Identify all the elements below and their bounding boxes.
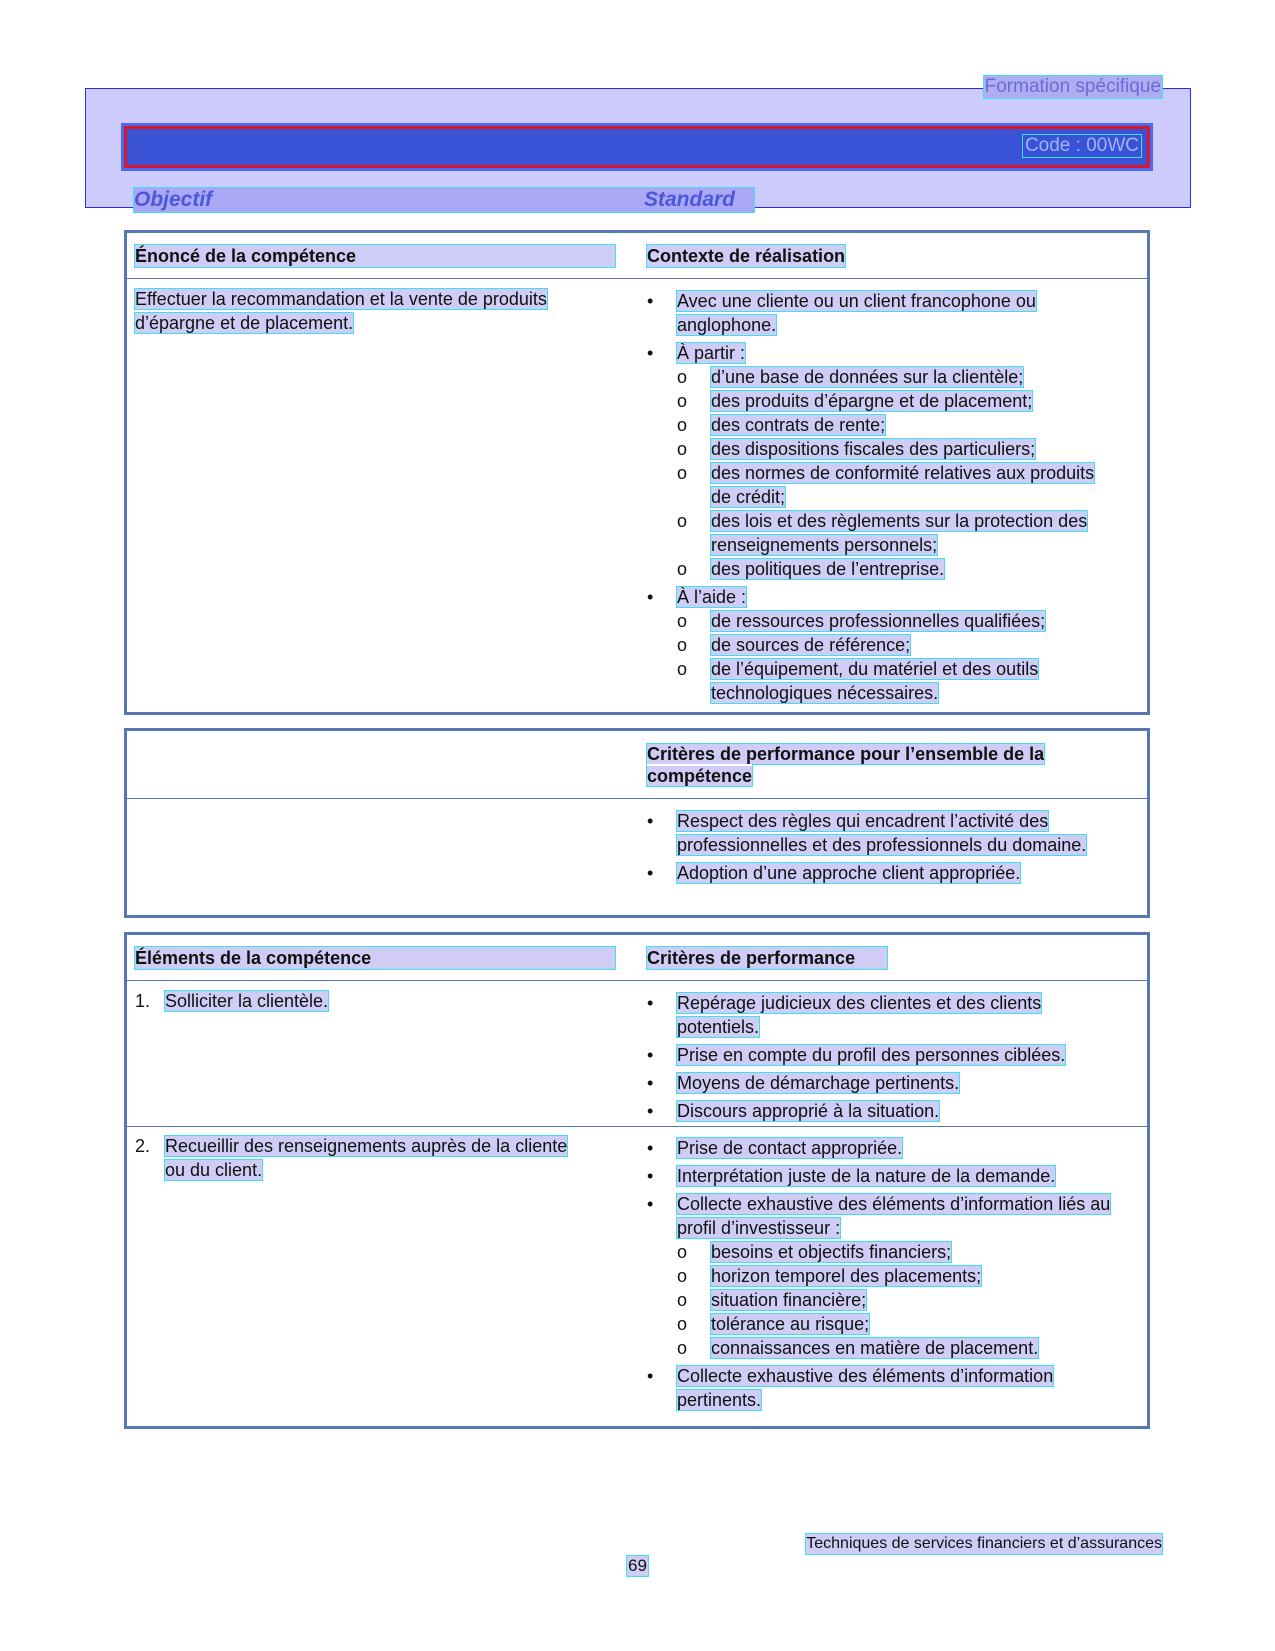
sub-item bbox=[677, 1312, 1117, 1336]
element-row bbox=[127, 1126, 1147, 1426]
element-number: 2. bbox=[135, 1136, 151, 1156]
sub-item-text: horizon temporel des placements; bbox=[711, 1266, 982, 1286]
bullet-icon bbox=[647, 809, 659, 833]
section-title: Formation spécifique bbox=[984, 76, 1161, 97]
competency-code: Code : 00WC bbox=[1024, 135, 1139, 156]
criterion-item bbox=[647, 1364, 1117, 1412]
criterion-text: Respect des règles qui encadrent l’activité des professionnelles et des professionnels du domaine. bbox=[677, 811, 1087, 855]
sub-item-text: d’une base de données sur la clientèle; bbox=[711, 367, 1024, 387]
sub-item-text: des contrats de rente; bbox=[711, 415, 886, 435]
circle-bullet-icon bbox=[677, 609, 691, 633]
sub-item bbox=[677, 509, 1117, 557]
criterion-text: Interprétation juste de la nature de la demande. bbox=[677, 1166, 1056, 1186]
sub-item-text: de l’équipement, du matériel et des outils technologiques nécessaires. bbox=[711, 659, 1039, 703]
criterion-item bbox=[647, 1136, 1117, 1160]
sub-item-text: des politiques de l’entreprise. bbox=[711, 559, 945, 579]
element-number: 1. bbox=[135, 991, 151, 1011]
criterion-text: Avec une cliente ou un client francophone ou anglophone. bbox=[677, 291, 1036, 335]
sub-item-text: situation financière; bbox=[711, 1290, 867, 1310]
circle-bullet-icon bbox=[677, 657, 691, 681]
sub-item bbox=[677, 461, 1117, 509]
bullet-icon bbox=[647, 1364, 659, 1388]
criterion-text: Prise de contact appropriée. bbox=[677, 1138, 903, 1158]
criterion-item bbox=[647, 341, 1117, 581]
sub-item bbox=[677, 1336, 1117, 1360]
circle-bullet-icon bbox=[677, 389, 691, 413]
element-label-text: Solliciter la clientèle. bbox=[165, 991, 329, 1011]
sub-item-text: des dispositions fiscales des particuliers; bbox=[711, 439, 1036, 459]
criterion-text: Repérage judicieux des clientes et des clients potentiels. bbox=[677, 993, 1042, 1037]
circle-bullet-icon bbox=[677, 437, 691, 461]
overall-criteria-heading-text: Critères de performance pour l’ensemble de la compétence bbox=[647, 744, 1045, 786]
bullet-icon bbox=[647, 341, 659, 365]
sub-item-text: connaissances en matière de placement. bbox=[711, 1338, 1039, 1358]
competency-statement bbox=[135, 287, 615, 335]
box-header bbox=[127, 935, 1147, 981]
element-label-text: Recueillir des renseignements auprès de la cliente ou du client. bbox=[165, 1136, 568, 1180]
sub-item bbox=[677, 1264, 1117, 1288]
performance-criteria-list bbox=[647, 991, 1117, 1127]
sub-item-text: des normes de conformité relatives aux produits de crédit; bbox=[711, 463, 1095, 507]
criterion-item bbox=[647, 585, 1117, 705]
elements-heading: Éléments de la compétence bbox=[135, 947, 615, 969]
criterion-text: Moyens de démarchage pertinents. bbox=[677, 1073, 960, 1093]
bullet-icon bbox=[647, 1164, 659, 1188]
sub-item-text: des produits d’épargne et de placement; bbox=[711, 391, 1033, 411]
element-label bbox=[135, 989, 575, 1013]
circle-bullet-icon bbox=[677, 1264, 691, 1288]
criterion-item bbox=[647, 1099, 1117, 1123]
standard-label: Standard bbox=[644, 188, 736, 211]
bullet-icon bbox=[647, 991, 659, 1015]
sub-item bbox=[677, 609, 1117, 633]
overall-criteria-list bbox=[647, 809, 1117, 889]
statement-heading: Énoncé de la compétence bbox=[135, 245, 615, 267]
sub-item-text: des lois et des règlements sur la protection des renseignements personnels; bbox=[711, 511, 1088, 555]
objective-label: Objectif bbox=[134, 188, 213, 211]
criterion-text: Collecte exhaustive des éléments d’information pertinents. bbox=[677, 1366, 1054, 1410]
sub-item-text: de sources de référence; bbox=[711, 635, 911, 655]
circle-bullet-icon bbox=[677, 1336, 691, 1360]
criterion-item bbox=[647, 1043, 1117, 1067]
row-divider bbox=[127, 1126, 1147, 1127]
criterion-text: Adoption d’une approche client appropriée. bbox=[677, 863, 1021, 883]
element-row bbox=[127, 981, 1147, 1126]
sub-list bbox=[677, 365, 1117, 581]
sub-list bbox=[677, 609, 1117, 705]
code-bar bbox=[124, 126, 1150, 168]
sub-item-text: besoins et objectifs financiers; bbox=[711, 1242, 952, 1262]
bullet-icon bbox=[647, 1192, 659, 1216]
competency-statement-box bbox=[124, 230, 1150, 715]
bullet-icon bbox=[647, 1043, 659, 1067]
criterion-text: Discours approprié à la situation. bbox=[677, 1101, 940, 1121]
elements-box bbox=[124, 932, 1150, 1429]
criterion-text: Prise en compte du profil des personnes ciblées. bbox=[677, 1045, 1066, 1065]
overall-criteria-box bbox=[124, 728, 1150, 918]
sub-item-text: de ressources professionnelles qualifiées; bbox=[711, 611, 1046, 631]
criterion-item bbox=[647, 289, 1117, 337]
footer-program-name: Techniques de services financiers et d’assurances bbox=[806, 1535, 1162, 1552]
overall-criteria-heading bbox=[647, 743, 1077, 787]
bullet-icon bbox=[647, 1071, 659, 1095]
sub-item bbox=[677, 389, 1117, 413]
competency-statement-text: Effectuer la recommandation et la vente de produits d’épargne et de placement. bbox=[135, 289, 547, 333]
sub-item bbox=[677, 365, 1117, 389]
circle-bullet-icon bbox=[677, 557, 691, 581]
circle-bullet-icon bbox=[677, 1288, 691, 1312]
criterion-text: À partir : bbox=[677, 343, 746, 363]
circle-bullet-icon bbox=[677, 1240, 691, 1264]
context-heading: Contexte de réalisation bbox=[647, 246, 846, 266]
sub-item bbox=[677, 657, 1117, 705]
circle-bullet-icon bbox=[677, 509, 691, 533]
criterion-text: À l’aide : bbox=[677, 587, 747, 607]
bullet-icon bbox=[647, 289, 659, 313]
sub-item bbox=[677, 1240, 1117, 1264]
performance-criteria-heading: Critères de performance bbox=[647, 947, 887, 969]
criterion-item bbox=[647, 1164, 1117, 1188]
criterion-item bbox=[647, 809, 1117, 857]
element-label bbox=[135, 1134, 575, 1182]
sub-list bbox=[677, 1240, 1117, 1360]
column-header-row bbox=[134, 188, 754, 212]
performance-criteria-list bbox=[647, 1136, 1117, 1416]
bullet-icon bbox=[647, 1136, 659, 1160]
sub-item bbox=[677, 557, 1117, 581]
sub-item bbox=[677, 1288, 1117, 1312]
circle-bullet-icon bbox=[677, 1312, 691, 1336]
bullet-icon bbox=[647, 861, 659, 885]
sub-item-text: tolérance au risque; bbox=[711, 1314, 870, 1334]
criterion-item bbox=[647, 1071, 1117, 1095]
criterion-text: Collecte exhaustive des éléments d’information liés au profil d’investisseur : bbox=[677, 1194, 1111, 1238]
sub-item bbox=[677, 413, 1117, 437]
circle-bullet-icon bbox=[677, 633, 691, 657]
page-number: 69 bbox=[628, 1556, 647, 1575]
sub-item bbox=[677, 633, 1117, 657]
circle-bullet-icon bbox=[677, 365, 691, 389]
box-header bbox=[127, 731, 1147, 799]
criterion-item bbox=[647, 1192, 1117, 1360]
bullet-icon bbox=[647, 585, 659, 609]
criterion-item bbox=[647, 991, 1117, 1039]
circle-bullet-icon bbox=[677, 461, 691, 485]
circle-bullet-icon bbox=[677, 413, 691, 437]
criterion-item bbox=[647, 861, 1117, 885]
box-header bbox=[127, 233, 1147, 279]
sub-item bbox=[677, 437, 1117, 461]
context-list bbox=[647, 289, 1117, 709]
bullet-icon bbox=[647, 1099, 659, 1123]
